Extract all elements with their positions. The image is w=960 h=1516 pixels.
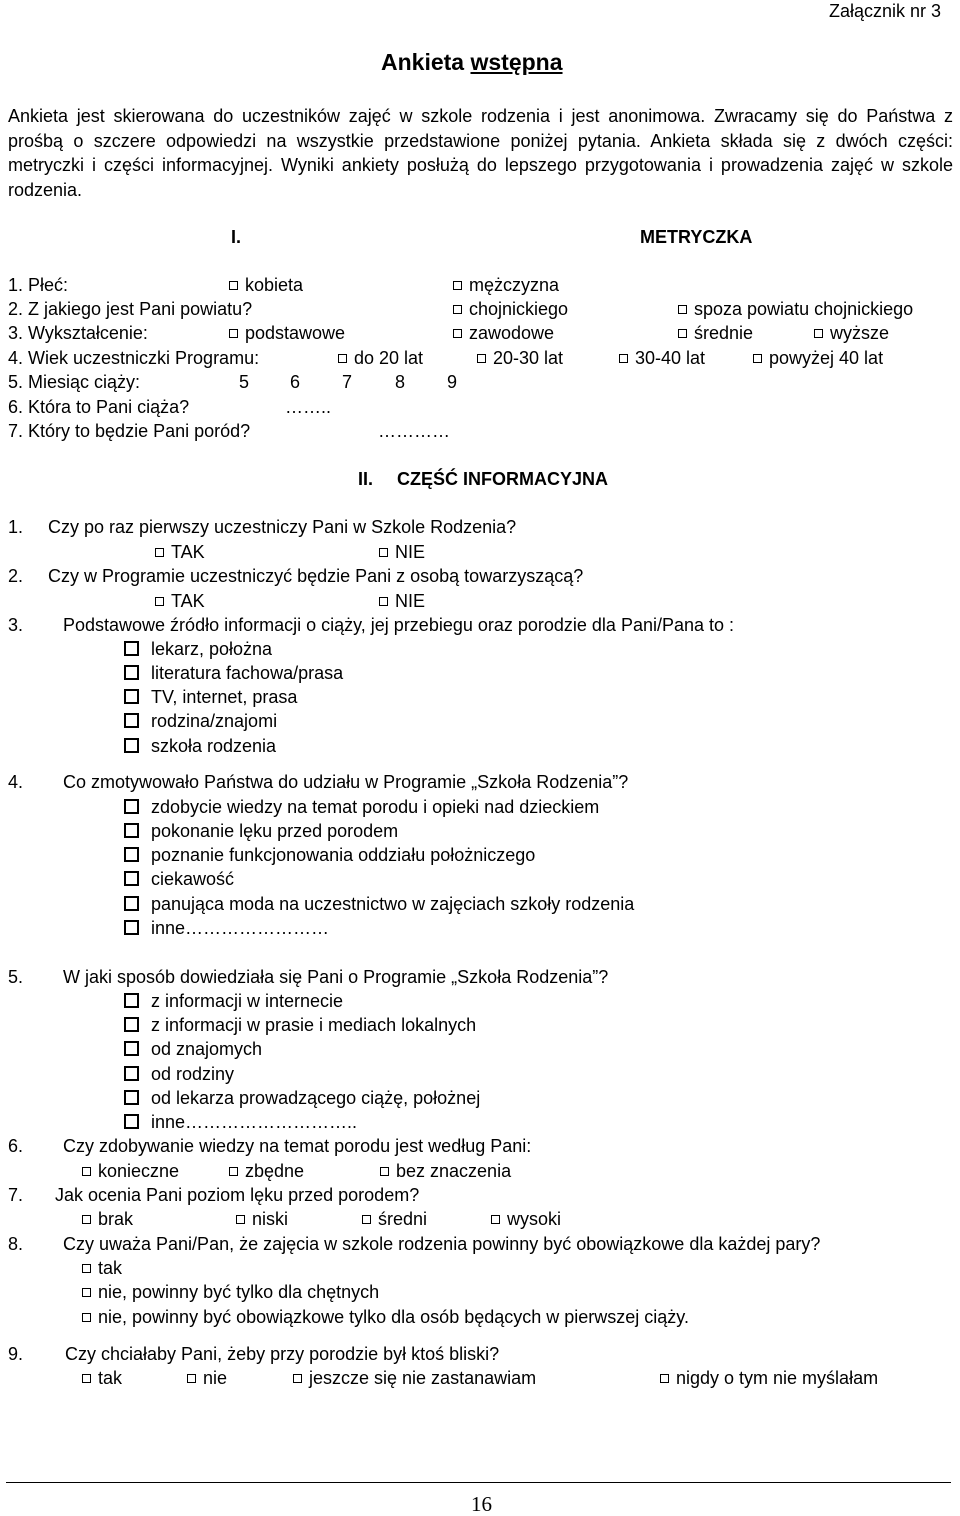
checkbox-icon xyxy=(155,548,164,557)
title-part-2: wstępna xyxy=(470,49,563,75)
checkbox-icon xyxy=(124,665,139,680)
checkbox-icon xyxy=(678,305,687,314)
question-6-number: 6. xyxy=(8,1136,24,1156)
metric-5-value-9[interactable]: 9 xyxy=(447,372,458,392)
question-1-option-tak[interactable]: TAK xyxy=(155,541,205,563)
checkbox-icon xyxy=(124,871,139,886)
metric-3-option-3[interactable]: średnie xyxy=(678,322,753,344)
checkbox-icon xyxy=(379,548,388,557)
question-4-option[interactable]: poznanie funkcjonowania oddziału położniczego xyxy=(124,844,535,866)
question-8-text: Czy uważa Pani/Pan, że zajęcia w szkole rodzenia powinny być obowiązkowe dla każdej pary? xyxy=(63,1234,821,1254)
checkbox-icon xyxy=(362,1215,371,1224)
question-5-option[interactable]: inne……………………….. xyxy=(124,1111,357,1133)
section-1-title: METRYCZKA xyxy=(640,227,753,247)
question-7-option-3[interactable]: średni xyxy=(362,1208,427,1230)
question-8-number: 8. xyxy=(8,1234,24,1254)
question-1-option-nie[interactable]: NIE xyxy=(379,541,425,563)
checkbox-icon xyxy=(678,329,687,338)
checkbox-icon xyxy=(124,1114,139,1129)
checkbox-icon xyxy=(453,305,462,314)
checkbox-icon xyxy=(124,641,139,656)
checkbox-icon xyxy=(82,1374,91,1383)
question-8-option[interactable]: tak xyxy=(82,1257,122,1279)
question-4-option[interactable]: inne…………………… xyxy=(124,917,329,939)
checkbox-icon xyxy=(124,1066,139,1081)
question-9-text: Czy chciałaby Pani, żeby przy porodzie był ktoś bliski? xyxy=(65,1344,500,1364)
checkbox-icon xyxy=(124,799,139,814)
question-9-option-4[interactable]: nigdy o tym nie myślałam xyxy=(660,1367,878,1389)
intro-paragraph: Ankieta jest skierowana do uczestników zajęć w szkole rodzenia i jest anonimowa. Zwracamy się do Państwa z prośbą o szczere odpowiedzi na wszystkie przedstawione poniżej pytania. Ankieta składa się z dwóch części: metryczki i części informacyjnej. Wyniki ankiety posłużą do lepszego przygotowania i prowadzenia zajęć w szkole rodzenia. xyxy=(8,106,953,200)
checkbox-icon xyxy=(82,1313,91,1322)
checkbox-icon xyxy=(124,920,139,935)
checkbox-icon xyxy=(753,354,762,363)
page-title xyxy=(381,51,563,73)
question-5-option[interactable]: od lekarza prowadzącego ciążę, położnej xyxy=(124,1087,480,1109)
metric-2-label: 2. Z jakiego jest Pani powiatu? xyxy=(8,299,253,319)
question-6-option-3[interactable]: bez znaczenia xyxy=(380,1160,511,1182)
metric-2-option-2[interactable]: spoza powiatu chojnickiego xyxy=(678,298,913,320)
checkbox-icon xyxy=(229,1167,238,1176)
question-7-option-4[interactable]: wysoki xyxy=(491,1208,561,1230)
checkbox-icon xyxy=(82,1215,91,1224)
metric-2-option-1[interactable]: chojnickiego xyxy=(453,298,568,320)
checkbox-icon xyxy=(124,1017,139,1032)
footer-divider xyxy=(6,1482,951,1483)
question-4-text: Co zmotywowało Państwa do udziału w Programie „Szkoła Rodzenia”? xyxy=(63,772,629,792)
metric-1-option-1[interactable]: kobieta xyxy=(229,274,303,296)
question-5-number: 5. xyxy=(8,967,24,987)
metric-4-option-1[interactable]: do 20 lat xyxy=(338,347,423,369)
question-3-number: 3. xyxy=(8,615,24,635)
metric-6-blank[interactable]: …….. xyxy=(285,397,332,417)
section-2-title: CZĘŚĆ INFORMACYJNA xyxy=(397,469,609,489)
checkbox-icon xyxy=(814,329,823,338)
checkbox-icon xyxy=(124,1090,139,1105)
metric-7-label: 7. Który to będzie Pani poród? xyxy=(8,421,251,441)
metric-3-label: 3. Wykształcenie: xyxy=(8,323,148,343)
question-5-option[interactable]: z informacji w prasie i mediach lokalnych xyxy=(124,1014,476,1036)
question-5-option[interactable]: od znajomych xyxy=(124,1038,262,1060)
checkbox-icon xyxy=(124,689,139,704)
question-2-option-tak[interactable]: TAK xyxy=(155,590,205,612)
question-7-text: Jak ocenia Pani poziom lęku przed porodem? xyxy=(55,1185,420,1205)
question-6-option-1[interactable]: konieczne xyxy=(82,1160,179,1182)
checkbox-icon xyxy=(229,329,238,338)
question-7-option-1[interactable]: brak xyxy=(82,1208,133,1230)
metric-5-value-5[interactable]: 5 xyxy=(239,372,250,392)
annex-label: Załącznik nr 3 xyxy=(829,1,942,21)
checkbox-icon xyxy=(124,713,139,728)
question-3-option[interactable]: literatura fachowa/prasa xyxy=(124,662,343,684)
question-1-number: 1. xyxy=(8,517,24,537)
checkbox-icon xyxy=(124,896,139,911)
metric-4-label: 4. Wiek uczestniczki Programu: xyxy=(8,348,260,368)
checkbox-icon xyxy=(82,1167,91,1176)
metric-6-label: 6. Która to Pani ciąża? xyxy=(8,397,190,417)
checkbox-icon xyxy=(124,738,139,753)
metric-1-option-2[interactable]: mężczyzna xyxy=(453,274,559,296)
question-3-option[interactable]: rodzina/znajomi xyxy=(124,710,277,732)
checkbox-icon xyxy=(187,1374,196,1383)
question-3-option[interactable]: lekarz, położna xyxy=(124,638,272,660)
checkbox-icon xyxy=(453,281,462,290)
checkbox-icon xyxy=(82,1264,91,1273)
checkbox-icon xyxy=(293,1374,302,1383)
checkbox-icon xyxy=(82,1288,91,1297)
metric-1-label: 1. Płeć: xyxy=(8,275,69,295)
question-2-number: 2. xyxy=(8,566,24,586)
section-1-number: I. xyxy=(231,227,242,247)
checkbox-icon xyxy=(619,354,628,363)
question-3-text: Podstawowe źródło informacji o ciąży, jej przebiegu oraz porodzie dla Pani/Pana to : xyxy=(63,615,735,635)
question-4-option[interactable]: ciekawość xyxy=(124,868,234,890)
question-9-option-1[interactable]: tak xyxy=(82,1367,122,1389)
question-8-option[interactable]: nie, powinny być tylko dla chętnych xyxy=(82,1281,379,1303)
question-4-number: 4. xyxy=(8,772,24,792)
metric-5-value-7[interactable]: 7 xyxy=(342,372,353,392)
metric-5-label: 5. Miesiąc ciąży: xyxy=(8,372,141,392)
question-3-option[interactable]: TV, internet, prasa xyxy=(124,686,297,708)
question-1-text: Czy po raz pierwszy uczestniczy Pani w Szkole Rodzenia? xyxy=(48,517,517,537)
metric-4-option-4[interactable]: powyżej 40 lat xyxy=(753,347,883,369)
checkbox-icon xyxy=(380,1167,389,1176)
question-2-option-nie[interactable]: NIE xyxy=(379,590,425,612)
question-4-option[interactable]: pokonanie lęku przed porodem xyxy=(124,820,398,842)
question-5-option[interactable]: od rodziny xyxy=(124,1063,234,1085)
metric-3-option-2[interactable]: zawodowe xyxy=(453,322,554,344)
metric-5-value-8[interactable]: 8 xyxy=(395,372,406,392)
metric-3-option-4[interactable]: wyższe xyxy=(814,322,889,344)
question-9-option-3[interactable]: jeszcze się nie zastanawiam xyxy=(293,1367,536,1389)
checkbox-icon xyxy=(491,1215,500,1224)
question-4-option[interactable]: panująca moda na uczestnictwo w zajęciach szkoły rodzenia xyxy=(124,893,634,915)
question-5-option[interactable]: z informacji w internecie xyxy=(124,990,343,1012)
checkbox-icon xyxy=(229,281,238,290)
title-part-1: Ankieta xyxy=(381,49,471,75)
section-2-number: II. xyxy=(358,469,374,489)
question-6-text: Czy zdobywanie wiedzy na temat porodu jest według Pani: xyxy=(63,1136,532,1156)
metric-4-option-3[interactable]: 30-40 lat xyxy=(619,347,705,369)
checkbox-icon xyxy=(660,1374,669,1383)
checkbox-icon xyxy=(379,597,388,606)
question-3-option[interactable]: szkoła rodzenia xyxy=(124,735,276,757)
checkbox-icon xyxy=(155,597,164,606)
metric-5-value-6[interactable]: 6 xyxy=(290,372,301,392)
checkbox-icon xyxy=(453,329,462,338)
question-7-option-2[interactable]: niski xyxy=(236,1208,288,1230)
metric-3-option-1[interactable]: podstawowe xyxy=(229,322,345,344)
checkbox-icon xyxy=(124,993,139,1008)
question-5-text: W jaki sposób dowiedziała się Pani o Programie „Szkoła Rodzenia”? xyxy=(63,967,609,987)
question-6-option-2[interactable]: zbędne xyxy=(229,1160,304,1182)
question-9-number: 9. xyxy=(8,1344,24,1364)
metric-7-blank[interactable]: ………… xyxy=(378,421,450,441)
checkbox-icon xyxy=(124,847,139,862)
checkbox-icon xyxy=(124,1041,139,1056)
metric-4-option-2[interactable]: 20-30 lat xyxy=(477,347,563,369)
question-8-option[interactable]: nie, powinny być obowiązkowe tylko dla osób będących w pierwszej ciąży. xyxy=(82,1306,689,1328)
question-4-option[interactable]: zdobycie wiedzy na temat porodu i opieki nad dzieckiem xyxy=(124,796,599,818)
checkbox-icon xyxy=(338,354,347,363)
question-9-option-2[interactable]: nie xyxy=(187,1367,227,1389)
checkbox-icon xyxy=(477,354,486,363)
checkbox-icon xyxy=(236,1215,245,1224)
page-number: 16 xyxy=(471,1492,492,1516)
question-2-text: Czy w Programie uczestniczyć będzie Pani z osobą towarzyszącą? xyxy=(48,566,584,586)
question-7-number: 7. xyxy=(8,1185,24,1205)
checkbox-icon xyxy=(124,823,139,838)
